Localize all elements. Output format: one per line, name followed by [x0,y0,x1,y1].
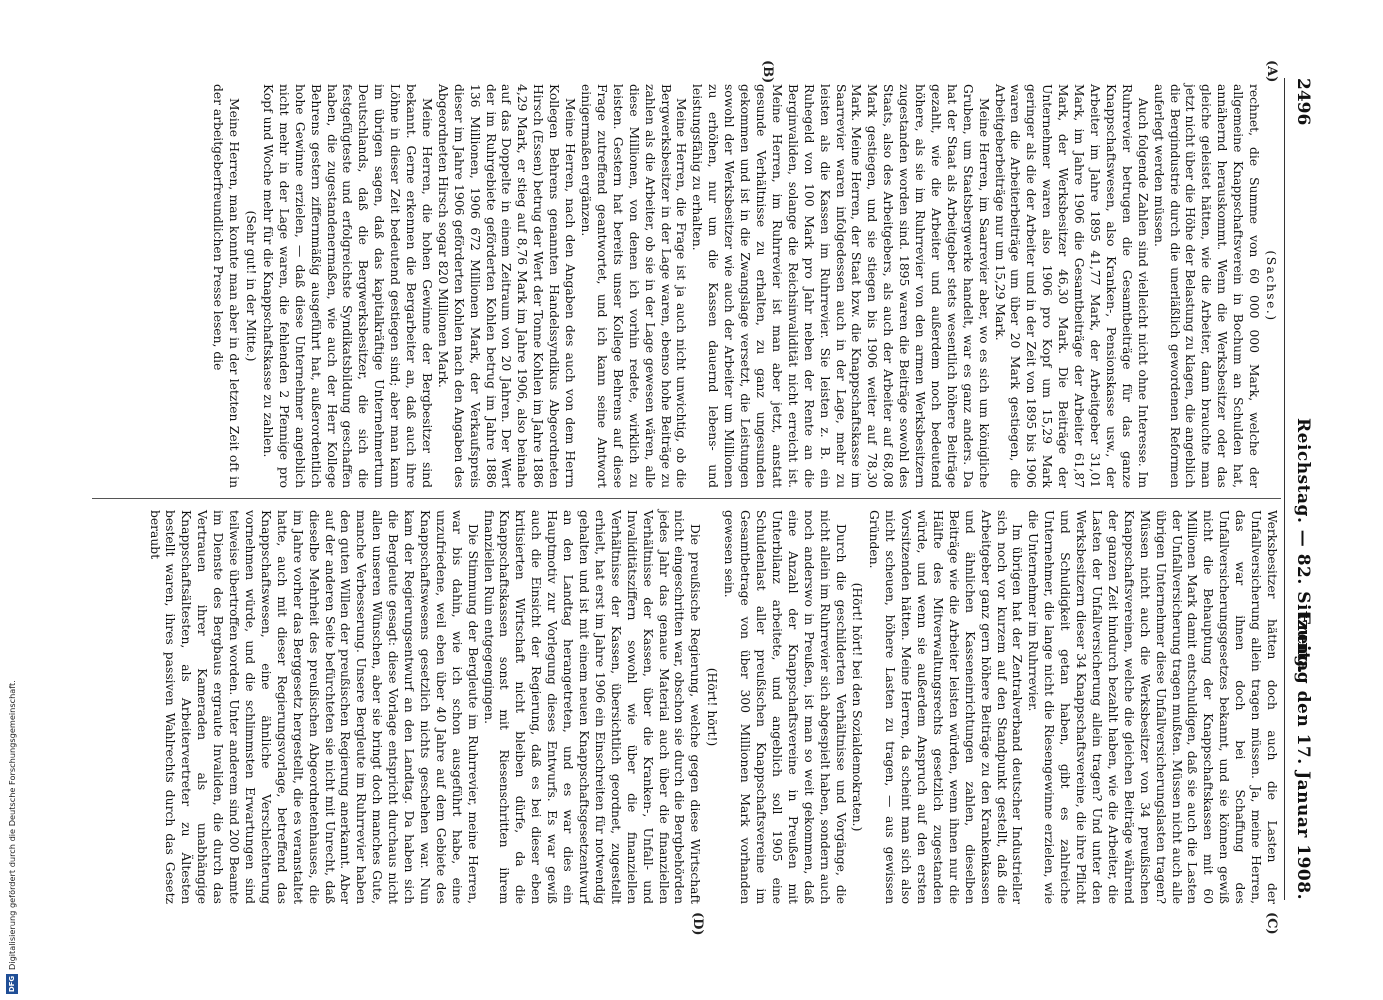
margin-mark-b: (B) [760,60,775,84]
interjection: (Hört! hört! bei den Sozialdemokraten.) [850,582,865,832]
page-header [1287,78,1315,900]
right-column [146,510,1279,904]
paragraph: Meine Herren, die hohen Gewinne der Bergbesitzer sind bekannt. Gerne erkennen die Bergarbeiter an, daß auch ihre Löhne in dieser Zeit bedeutend gestiegen sind; aber man kann im übrigen sagen, daß das kapitalkräftige Unternehmertum Deutschlands, daß die Bergwerksbesitzer, die sich die festgefügteste und erfolgreichste Syndikatsbildung geschaffen haben, die zugestandenermaßen, wie auch der Herr Kollege Behrens gestern ziffernmäßig ausgeführt hat, außerordentlich hohe Gewinne erzielen, — daß diese Unternehmer angeblich nicht mehr in der Lage waren, die fehlenden 2 Pfennige pro Kopf und Woche mehr für die Knappschaftskasse zu zahlen. [260,84,434,488]
paragraph: rechnet, die Summe von 60 000 000 Mark, welche der allgemeine Knappschaftsverein in Bochum an Schulden hat, annähernd herauskommt. Wenn die Werksbesitzer oder das gleiche geleistet hätten, wie die Arbeiter, dann brauchte man jetzt nicht über die Höhe der Belastung zu klagen, die angeblich die Bergindustrie durch die unerläßlich gewordenen Reformen auferlegt werden müssen. [1151,84,1262,488]
paragraph: Meine Herren, nach den Angaben des auch von dem Herrn Kollegen Behrens genannten Handelssyndikus Abgeordneten Hirsch (Essen) betrug der Wert der Tonne Kohlen im Jahre 1886 4,29 Mark, er stieg auf 8,76 Mark im Jahre 1906, also beinahe auf das Doppelte in einem Zeitraum von 20 Jahren. Der Wert der im Ruhrgebiete geförderten Kohlen betrug im Jahre 1886 136 Millionen, 1906 672 Millionen Mark, der Verkaufspreis dieser im Jahre 1906 geförderten Kohlen nach den Angaben des Abgeordneten Hirsch sogar 820 Millionen Mark. [435,84,578,488]
dfg-logo-text: DFG [8,975,16,993]
session-date: Freitag den 17. Januar 1908. [1293,611,1313,900]
credit-text: Digitalisierung gefördert durch die Deutsche Forschungsgemeinschaft. [7,680,17,970]
paragraph: Werksbesitzer hätten doch auch die Lasten der Unfallversicherung allein tragen müssen. Ja, meine Herren, das war ihnen doch bei Schaffung des Unfallversicherungsgesetzes bekannt, und sie können gewiß nicht die Behauptung der Knappschaftskassen mit 60 Millionen Mark damit entschuldigen, daß sie auch die Lasten der Unfallversicherung tragen mußten. Müssen nicht auch alle übrigen Unternehmer diese Unfallversicherungslasten tragen? Müssen nicht auch die Werksbesitzer von 34 preußischen Knappschaftsvereinen, welche die gleichen Beiträge während der ganzen Zeit hindurch bezahlt haben, wie die Arbeiter, die Lasten der Unfallversicherung allein tragen? Und unter den Werksbesitzern dieser 34 Knappschaftsvereine, die ihre Pflicht und Schuldigkeit getan haben, gibt es zahlreiche Unternehmer, die lange nicht die Riesengewinne erzielen, wie die Unternehmer im Ruhrrevier. [1026,510,1279,904]
page-number: 2496 [1293,78,1313,126]
margin-mark-d: (D) [690,912,705,936]
dfg-logo [6,974,18,994]
speaker-name: (Sachse.) [1264,250,1278,322]
paragraph: Die Stimmung der Bergleute im Ruhrrevier, meine Herren, war bis dahin, wie ich schon ausgeführt habe, eine unzufriedene, weil eben über 40 Jahre auf dem Gebiete des Knappschaftswesens gesetzlich nichts geschehen war. Nun kam der Regierungsentwurf an den Landtag. Da haben sich die Bergleute gesagt: diese Vorlage entspricht durchaus nicht allen unseren Wünschen, aber sie bringt doch manches Gute, manche Verbesserung. Unsere Bergleute im Ruhrrevier haben den guten Willen der preußischen Regierung anerkannt. Aber auf der anderen Seite befürchteten sie nicht mit Unrecht, daß dieselbe Mehrheit des preußischen Abgeordnetenhauses, die im Jahre vorher das Berggesetz hergestellt, die es veranstaltet hatte, auch mit dieser Regierungsvorlage, betreffend das Knappschaftswesen, eine ähnliche Verschlechterung vornehmen würde, und die schlimmsten Erwartungen sind teilweise übertroffen worden. Unter anderem sind 200 Beamte im Dienste des Bergbaus ergraute Invaliden, die durch das Vertrauen ihrer Kameraden als unabhängige Knappschaftsältesten, als Arbeitervertreter zu Ältesten bestellt waren, ihres passiven Wahlrechts durch das Gesetz beraubt [147,510,480,904]
left-column [209,84,1279,488]
paragraph: Durch die geschilderten Verhältnisse und Vorgänge, die nicht allein im Ruhrrevier sich abgespielt haben, sondern auch noch anderswo in Preußen, ist man so weit gekommen, daß eine Anzahl der Knappschaftsvereine in Preußen mit Unterbilanz arbeitete, und angeblich soll 1905 eine Schuldenlast aller preußischen Knappschaftsvereine im Gesamtbetrage von über 300 Millionen Mark vorhanden gewesen sein. [722,510,848,904]
paragraph: Meine Herren, im Saarrevier aber, wo es sich um königliche Gruben, um Staatsbergwerke handelt, war es ganz anders. Da hat der Staat als Arbeitgeber stets wesentlich höhere Beiträge gezahlt, wie die Arbeiter und außerdem noch bedeutend höhere, als sie im Ruhrrevier von den armen Werksbesitzern zugestanden worden sind. 1895 waren die Beiträge sowohl des Staats, also des Arbeitgebers, als auch der Arbeiter auf 68,08 Mark gestiegen, und sie stiegen bis 1906 weiter auf 78,30 Mark. Meine Herren, der Staat bzw. die Knappschaftskasse im Saarrevier waren infolgedessen auch in der Lage, mehr zu leisten als die Kassen im Ruhrrevier. Sie leisten z. B. ein Ruhegeld von 100 Mark pro Jahr neben der Rente an die Berginvaliden, solange die Reichsinvalidität nicht erreicht ist. Meine Herren, im Ruhrrevier ist man aber jetzt, anstatt gesunde Verhältnisse zu erhalten, zu ganz ungesunden gekommen und ist in die Zwangslage versetzt, die Leistungen sowohl der Werksbesitzer wie auch der Arbeiter um Millionen zu erhöhen, nur um die Kassen dauernd lebens- und leistungsfähig zu erhalten. [690,84,991,488]
paragraph: Meine Herren, man konnte man aber in der letzten Zeit oft in der arbeitgeberfreundlichen Presse lesen, die [211,84,242,488]
digitization-credit [6,610,18,994]
column-divider [92,498,1281,499]
session-title: Reichstag. — 82. Sitzung. [1293,418,1313,674]
interjection: (Hört! hört!) [705,667,720,747]
margin-mark-a: (A) [1264,60,1279,83]
header-rule [1284,78,1285,900]
interjection: (Sehr gut! in der Mitte.) [244,210,258,362]
paragraph: Auch folgende Zahlen sind vielleicht nicht ohne Interesse. Im Ruhrrevier betrugen die Gesamtbeiträge für das ganze Knappschaftswesen, also Kranken-, Pensionskasse usw., der Arbeiter im Jahre 1895 41,77 Mark, der Arbeitgeber 31,01 Mark, im Jahre 1906 die Gesamtbeiträge der Arbeiter 61,87 Mark, der Werksbesitzer 46,30 Mark. Die Beiträge der Unternehmer waren also 1906 pro Kopf um 15,29 Mark geringer als die der Arbeiter und in der Zeit von 1895 bis 1906 waren die Arbeiterbeiträge um über 20 Mark gestiegen, die Arbeitgeberbeiträge nur um 15,29 Mark. [992,84,1150,488]
paragraph: Die preußische Regierung, welche gegen diese Wirtschaft nicht eingeschritten war, obschon sie durch die Bergbehörden jedes Jahr das genaue Material auch über die finanziellen Verhältnisse der Kassen, über die Kranken-, Unfall- und Invaliditätsziffern sowohl wie über die finanziellen Verhältnisse der Kassen, übersichtlich geordnet, zugestellt erhielt, hat erst im Jahre 1906 ein Einschreiten für notwendig gehalten und ist mit einem neuen Knappschaftsgesetzentwurf an den Landtag herangetreten, und es war dies ein Hauptmotiv zur Vorlegung dieses Entwurfs. Es war gewiß auch die Einsicht der Regierung, daß es bei dieser eben kritisierten Wirtschaft nicht bleiben dürfe, da die Knappschaftskassen sonst mit Riesenschritten ihrem finanziellen Ruin entgegengingen. [481,510,703,904]
margin-mark-c: (C) [1264,912,1279,935]
paragraph: Im übrigen hat der Zentralverband deutscher Industrieller sich noch vor kurzem auf den Standpunkt gestellt, daß die Arbeitgeber ganz gern höhere Beiträge zu den Krankenkassen und ähnlichen Kasseneinrichtungen zahlen, dieselben Beiträge wie die Arbeiter leisten würden, wenn ihnen nur die Hälfte des Mitverwaltungsrechts gesetzlich zugestanden würde, und wenn sie außerdem Anspruch auf den ersten Vorsitzenden hätten. Meine Herren, da scheint man sich also nicht scheuen, höhere Lasten zu tragen, — aus gewissen Gründen. [867,510,1025,904]
paragraph: Meine Herren, die Frage ist ja auch nicht unwichtig, ob die Bergwerksbesitzer in der Lage waren, ebenso hohe Beiträge zu zahlen als die Arbeiter, ob sie in der Lage gewesen wären, alle diese Millionen, von denen ich vorhin redete, wirklich zu leisten. Gestern hat bereits unser Kollege Behrens auf diese Frage zutreffend geantwortet, und ich kann seine Antwort einigermaßen ergänzen. [579,84,689,488]
